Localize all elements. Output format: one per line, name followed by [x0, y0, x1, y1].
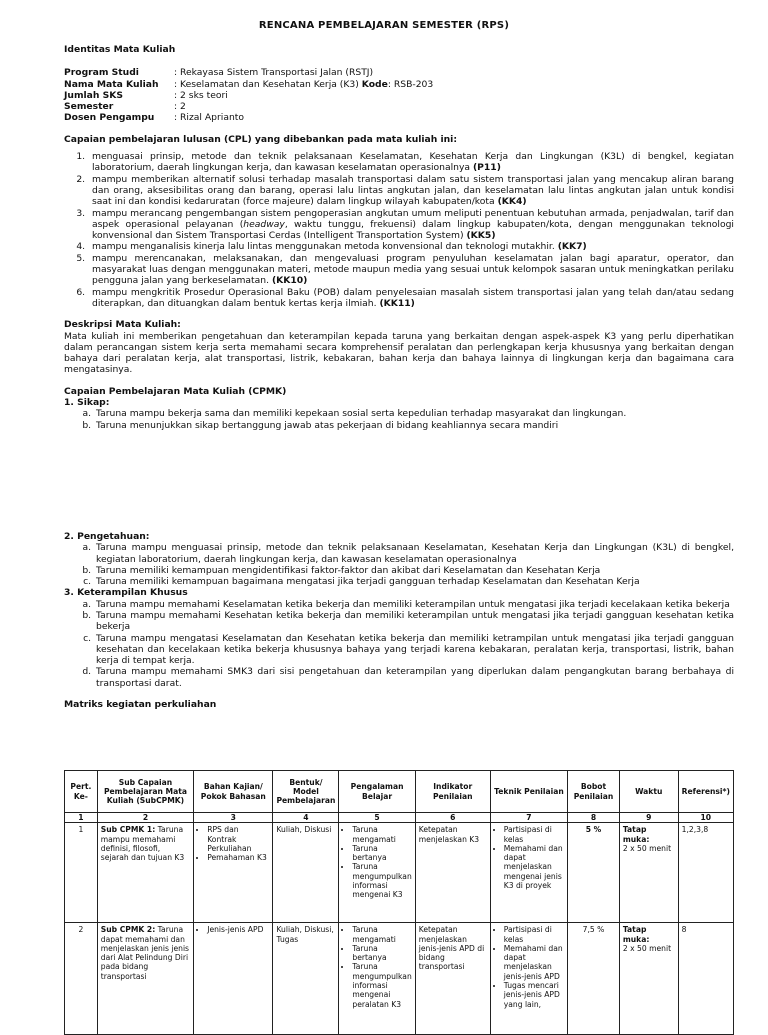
table-row — [65, 823, 734, 923]
id-label: Nama Mata Kuliah — [64, 78, 159, 90]
col-header: Indikator Penilaian — [415, 771, 490, 813]
sikap-heading: 1. Sikap: — [64, 397, 110, 409]
id-value: : 2 sks teori — [174, 89, 228, 101]
cell-waktu — [619, 923, 678, 1035]
keterampilan-item: d. Taruna mampu memahami SMK3 dari sisi pengetahuan dan keterampilan yang diperlukan dalam pengangkutan barang berbahaya di transportasi darat. — [94, 666, 734, 689]
id-row-semester — [64, 101, 734, 112]
col-header: Bahan Kajian/ Pokok Bahasan — [194, 771, 273, 813]
col-number: 3 — [194, 813, 273, 823]
cpl-item — [88, 174, 734, 208]
desc-heading: Deskripsi Mata Kuliah: — [64, 319, 181, 331]
cpl-code: (P11) — [472, 162, 501, 174]
pengalaman-item: • Taruna bertanya — [352, 944, 411, 963]
cpl-text: menguasai prinsip, metode dan teknik pelaksanaan Keselamatan, Kesehatan Kerja dan Lingkungan (K3L) di bengkel, kegiatan laboratorium, daerah lingkungan kerja, dan kawasan keselamatan operasionalnya — [92, 151, 734, 174]
nama-value: : Keselamatan dan Kesehatan Kerja (K3) — [174, 78, 359, 90]
cell-pert: 2 — [65, 923, 98, 1035]
matriks-table — [64, 770, 734, 1035]
subcpmk-text: Taruna mampu memahami definisi, filosofi, sejarah dan tujuan K3 — [100, 825, 185, 863]
kode-value: : RSB-203 — [387, 78, 434, 90]
blank-gap — [64, 431, 734, 531]
teknik-item: • Partisipasi di kelas — [504, 925, 564, 944]
cpl-code: (KK5) — [466, 230, 496, 242]
cell-bobot: 5 % — [568, 823, 620, 923]
cpl-code: (KK7) — [557, 241, 587, 253]
identitas-heading: Identitas Mata Kuliah — [64, 44, 176, 55]
bahan-item: • RPS dan Kontrak Perkuliahan — [207, 825, 269, 853]
col-header: Referensi*) — [678, 771, 733, 813]
cpl-text: , waktu tunggu, frekuensi) dalam lingkup kabupaten/kota, dengan menggunakan teknologi konvensional dan Sistem Transportasi Cerdas (Intelligent Transportation System) — [92, 218, 734, 242]
col-number: 1 — [65, 813, 98, 823]
pengetahuan-item: b. Taruna memiliki kemampuan mengidentifikasi faktor-faktor dan akibat dari Keselamatan dan Kesehatan Kerja — [94, 565, 734, 576]
cell-waktu — [619, 823, 678, 923]
cpl-text: mampu menganalisis kinerja lalu lintas menggunakan metoda konvensional dan teknologi mutakhir. — [92, 241, 555, 253]
id-label: Semester — [64, 101, 114, 113]
bahan-item: • Jenis-jenis APD — [207, 925, 269, 934]
col-header: Waktu — [619, 771, 678, 813]
waktu-title: Tatap muka: — [622, 825, 650, 844]
cell-pengalaman — [339, 823, 415, 923]
id-value — [174, 79, 734, 90]
id-row-sks — [64, 90, 734, 101]
cpl-item — [88, 253, 734, 287]
id-value: : Rekayasa Sistem Transportasi Jalan (RSTJ) — [174, 67, 374, 79]
id-label: Dosen Pengampu — [64, 112, 155, 124]
cpl-text: mampu merancang pengembangan sistem pengoperasian angkutan umum meliputi penentuan kebutuhan armada, penjadwalan, tarif dan aspek operasional pelayanan ( — [92, 207, 734, 230]
id-value: : Rizal Aprianto — [174, 112, 245, 124]
col-header: Pengalaman Belajar — [339, 771, 415, 813]
pengetahuan-heading: 2. Pengetahuan: — [64, 530, 150, 542]
cell-ref: 8 — [678, 923, 733, 1035]
col-number: 7 — [490, 813, 567, 823]
cell-pengalaman — [339, 923, 415, 1035]
table-number-row — [65, 813, 734, 823]
cell-bentuk: Kuliah, Diskusi — [273, 823, 339, 923]
cpl-code: (KK10) — [271, 275, 308, 287]
id-row-dosen — [64, 112, 734, 123]
sikap-item: a. Taruna mampu bekerja sama dan memiliki kepekaan sosial serta kepedulian terhadap masyarakat dan lingkungan. — [94, 408, 734, 419]
col-header: Bentuk/ Model Pembelajaran — [273, 771, 339, 813]
cpl-text: mampu mengkritik Prosedur Operasional Baku (POB) dalam penyelesaian masalah sistem transportasi jalan yang telah dan/atau sedang diterapkan, dan dituangkan dalam bentuk kertas kerja ilmiah. — [92, 286, 734, 309]
desc-text: Mata kuliah ini memberikan pengetahuan dan keterampilan kepada taruna yang berkaitan dengan aspek-aspek K3 yang perlu diperhatikan dalam perancangan sistem kerja serta memahami secara komprehensif peralatan dan perlengkapan kerja khususnya yang berkaitan dengan bahaya dari peralatan kerja, alat transportasi, listrik, kebakaran, bahan kerja dan bahaya lainnya di lingkungan kerja dan bagaimana cara mengatasinya. — [64, 330, 734, 376]
waktu-title: Tatap muka: — [622, 925, 650, 944]
cell-teknik — [490, 823, 567, 923]
subcpmk-title: Sub CPMK 2: — [100, 925, 156, 935]
cpmk-heading: Capaian Pembelajaran Mata Kuliah (CPMK) — [64, 385, 287, 397]
cell-indikator: Ketepatan menjelaskan K3 — [415, 823, 490, 923]
cpl-item — [88, 287, 734, 310]
kode-label: Kode — [361, 78, 388, 90]
pengalaman-item: • Taruna bertanya — [352, 844, 411, 863]
cpl-text: mampu merencanakan, melaksanakan, dan mengevaluasi program penyuluhan keselamatan jalan bagi aparatur, operator, dan masyarakat luas dengan menggunakan materi, metode maupun media yang sesuai untuk kelompok sasaran untuk meningkatkan perilaku pengguna jalan yang berkeselamatan. — [92, 252, 734, 287]
col-header: Teknik Penilaian — [490, 771, 567, 813]
cpl-text-italic: headway — [243, 218, 285, 230]
cell-bahan — [194, 823, 273, 923]
table-row — [65, 923, 734, 1035]
teknik-item: • Memahami dan dapat menjelaskan jenis-jenis APD — [504, 944, 564, 981]
cpl-item — [88, 208, 734, 242]
bahan-item: • Pemahaman K3 — [207, 853, 269, 862]
pengetahuan-item: c. Taruna memiliki kemampuan bagaimana mengatasi jika terjadi gangguan terhadap Keselamatan dan Kesehatan Kerja — [94, 576, 734, 587]
cell-subcpmk — [97, 923, 193, 1035]
cell-ref: 1,2,3,8 — [678, 823, 733, 923]
keterampilan-heading: 3. Keterampilan Khusus — [64, 587, 188, 599]
keterampilan-item: c. Taruna mampu mengatasi Keselamatan dan Kesehatan ketika bekerja dan memiliki ketrampilan untuk mengatasi jika terjadi gangguan kesehatan dan kecelakaan ketika bekerja khususnya bahaya yang terjadi karena kebakaran, peralatan kerja, transportasi, listrik, bahan kerja di tempat kerja. — [94, 633, 734, 667]
cpl-code: (KK4) — [497, 196, 527, 208]
cell-bahan — [194, 923, 273, 1035]
pengalaman-item: • Taruna mengumpulkan informasi mengenai K3 — [352, 862, 411, 899]
col-number: 5 — [339, 813, 415, 823]
pengalaman-item: • Taruna mengamati — [352, 825, 411, 844]
id-row-program — [64, 67, 734, 78]
pengetahuan-item: a. Taruna mampu menguasai prinsip, metode dan teknik pelaksanaan Keselamatan, Kesehatan Kerja dan Lingkungan (K3L) di bengkel, kegiatan laboratorium, daerah lingkungan kerja, dan kawasan keselamatan operasionalnya — [94, 542, 734, 565]
col-number: 2 — [97, 813, 193, 823]
table-header-row — [65, 771, 734, 813]
id-value: : 2 — [174, 101, 186, 113]
sikap-item: b. Taruna menunjukkan sikap bertanggung jawab atas pekerjaan di bidang keahliannya secara mandiri — [94, 420, 734, 431]
col-number: 8 — [568, 813, 620, 823]
identitas-block — [64, 67, 734, 123]
keterampilan-item: b. Taruna mampu memahami Kesehatan ketika bekerja dan memiliki keterampilan untuk mengatasi jika terjadi gangguan kesehatan ketika bekerja — [94, 610, 734, 633]
subcpmk-title: Sub CPMK 1: — [100, 825, 156, 835]
cpl-list — [64, 151, 734, 309]
cell-subcpmk — [97, 823, 193, 923]
cpl-heading: Capaian pembelajaran lulusan (CPL) yang dibebankan pada mata kuliah ini: — [64, 133, 457, 145]
cpl-item — [88, 151, 734, 174]
teknik-item: • Tugas mencari jenis-jenis APD yang lain, — [504, 981, 564, 1009]
keterampilan-list — [64, 599, 734, 689]
pengetahuan-list — [64, 542, 734, 587]
cpl-item — [88, 241, 734, 252]
id-row-nama — [64, 79, 734, 90]
keterampilan-item: a. Taruna mampu memahami Keselamatan ketika bekerja dan memiliki keterampilan untuk mengatasi jika terjadi kecelakaan ketika bekerja — [94, 599, 734, 610]
cell-bobot: 7,5 % — [568, 923, 620, 1035]
col-number: 10 — [678, 813, 733, 823]
teknik-item: • Partisipasi di kelas — [504, 825, 564, 844]
col-number: 4 — [273, 813, 339, 823]
cell-pert: 1 — [65, 823, 98, 923]
waktu-text: 2 x 50 menit — [622, 943, 672, 953]
subcpmk-text: Taruna dapat memahami dan menjelaskan jenis jenis dari Alat Pelindung Diri pada bidang transportasi — [100, 925, 190, 981]
col-number: 6 — [415, 813, 490, 823]
col-number: 9 — [619, 813, 678, 823]
document-body — [64, 44, 734, 710]
sikap-list — [64, 408, 734, 431]
cpl-code: (KK11) — [379, 297, 415, 309]
matriks-heading: Matriks kegiatan perkuliahan — [64, 699, 217, 711]
pengalaman-item: • Taruna mengamati — [352, 925, 411, 944]
col-header: Pert. Ke- — [65, 771, 98, 813]
teknik-item: • Memahami dan dapat menjelaskan mengenai jenis K3 di proyek — [504, 844, 564, 890]
pengalaman-item: • Taruna mengumpulkan informasi mengenai peralatan K3 — [352, 962, 411, 1008]
cell-teknik — [490, 923, 567, 1035]
id-label: Program Studi — [64, 67, 139, 79]
cell-indikator: Ketepatan menjelaskan jenis-jenis APD di bidang transportasi — [415, 923, 490, 1035]
col-header: Sub Capaian Pembelajaran Mata Kuliah (SubCPMK) — [97, 771, 193, 813]
cell-bentuk: Kuliah, Diskusi, Tugas — [273, 923, 339, 1035]
cpl-text: mampu memberikan alternatif solusi terhadap masalah transportasi dalam satu sistem transportasi jalan yang mencakup aliran barang dan orang, aksesibilitas orang dan barang, operasi lalu lintas angkutan jalan, dan keselamatan lalu lintas angkutan jalan untuk kondisi saat ini dan kondisi kedaruratan (force majeure) dalam lingkup wilayah kabupaten/kota — [92, 173, 734, 208]
document-title: RENCANA PEMBELAJARAN SEMESTER (RPS) — [258, 20, 510, 31]
id-label: Jumlah SKS — [64, 89, 123, 101]
col-header: Bobot Penilaian — [568, 771, 620, 813]
waktu-text: 2 x 50 menit — [622, 843, 672, 853]
